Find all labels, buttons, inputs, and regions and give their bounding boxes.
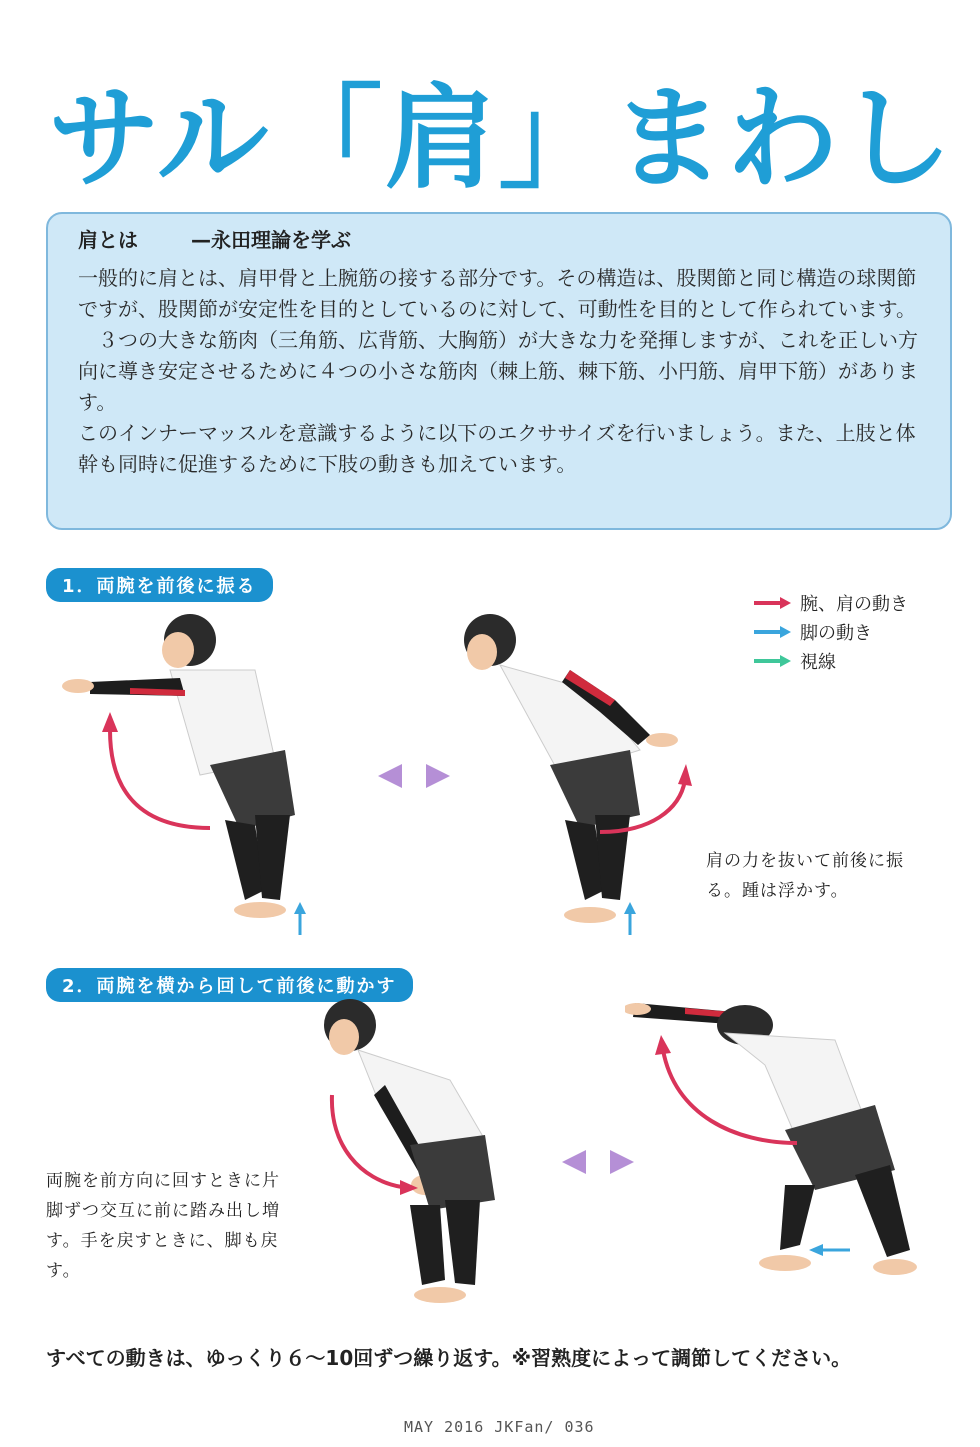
red-arrow-icon [752,596,792,610]
intro-paragraph-3: このインナーマッスルを意識するように以下のエクササイズを行いましょう。また、上肢と体幹も同時に促進するために下肢の動きも加えています。 [78,421,916,476]
intro-paragraph-2: ３つの大きな筋肉（三角筋、広背筋、大胸筋）が大きな力を発揮しますが、これを正しい方向に導き安定させるために４つの小さな筋肉（棘上筋、棘下筋、小円筋、肩甲下筋）があります。 [78,328,918,414]
figure-step2-arms-down [310,995,530,1315]
step2-caption: 両腕を前方向に回すときに片脚ずつ交互に前に踏み出し増す。手を戻すときに、脚も戻す。 [46,1171,280,1281]
intro-heading-title: 肩とは [78,228,138,252]
green-arrow-icon [752,654,792,668]
page-footer: MAY 2016 JKFan/ 036 [404,1418,595,1436]
intro-box [46,212,952,530]
intro-paragraph-1: 一般的に肩とは、肩甲骨と上腕筋の接する部分です。その構造は、股関節と同じ構造の球関節ですが、股関節が安定性を目的としているのに対して、可動性を目的として作られています。 [78,266,917,321]
footer-note: すべての動きは、ゆっくり６～10回ずつ繰り返す。※習熟度によって調節してください。 [46,1346,852,1370]
legend [752,588,908,675]
figure-step1-arms-back [440,600,720,950]
intro-body [78,263,924,480]
figure-step1-arms-forward [50,600,350,950]
step1-caption: 肩の力を抜いて前後に振る。踵は浮かす。 [706,851,904,901]
legend-item-arm: 腕、肩の動き [752,588,908,617]
step1-label: 1．両腕を前後に振る [46,568,273,602]
legend-item-leg: 脚の動き [752,617,908,646]
blue-arrow-icon [752,625,792,639]
intro-heading [78,224,924,253]
intro-heading-subtitle: —永田理論を学ぶ [190,228,351,252]
legend-item-gaze: 視線 [752,646,908,675]
page-title: サル「肩」まわし [48,74,955,204]
step2-label: 2．両腕を横から回して前後に動かす [46,968,413,1002]
figure-step2-arms-up [625,995,925,1295]
